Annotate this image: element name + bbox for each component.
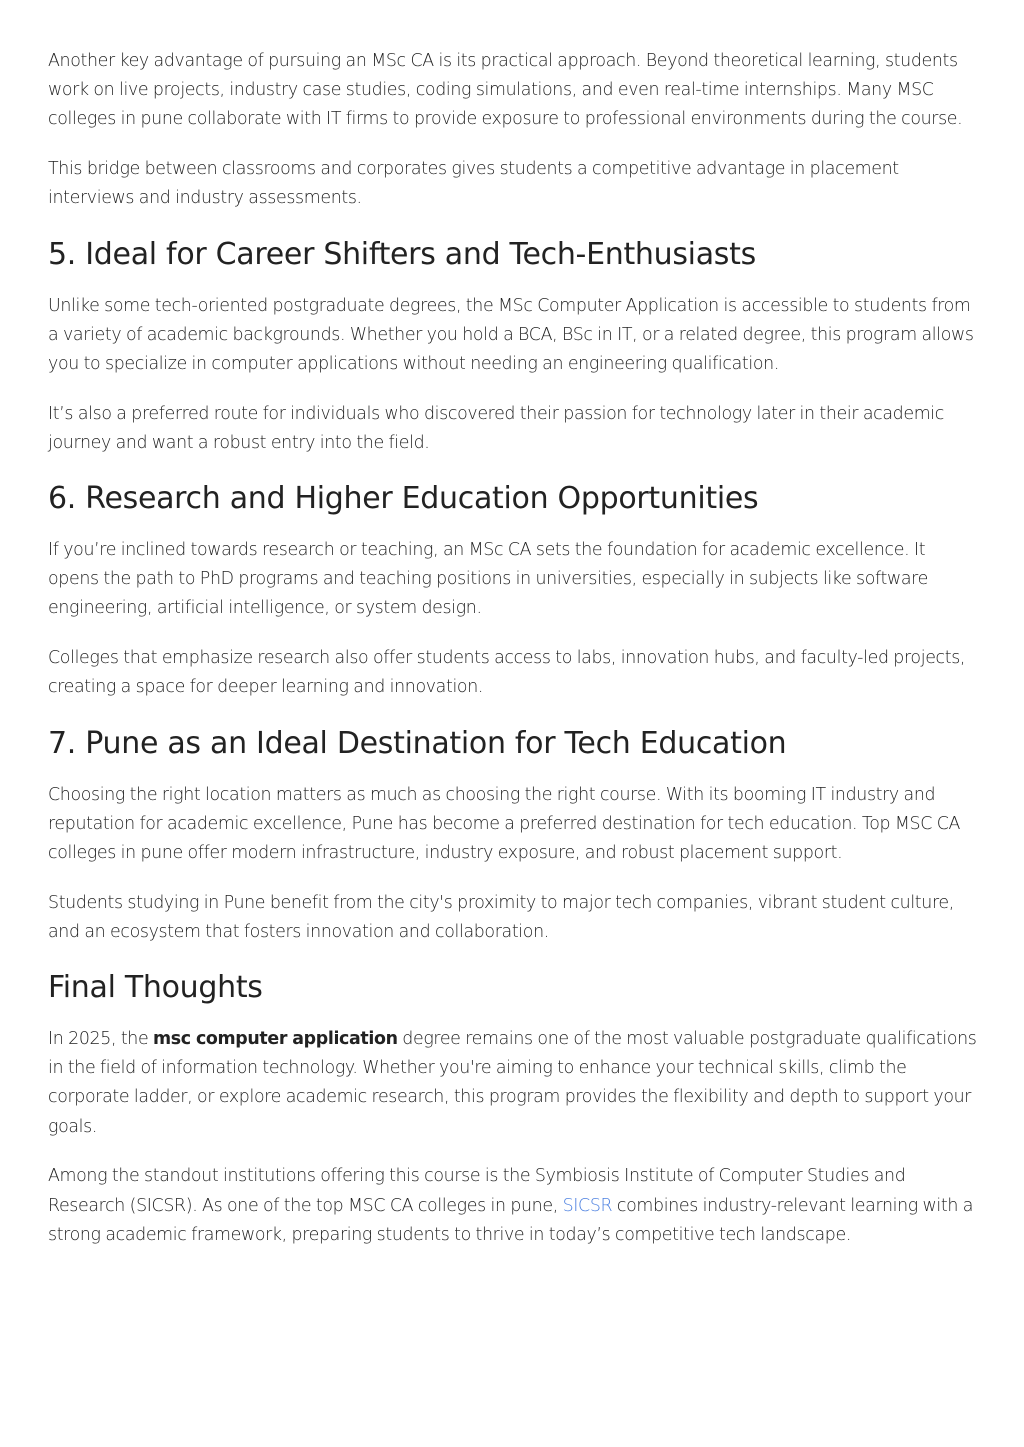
section-6-heading: 6. Research and Higher Education Opportunities bbox=[48, 481, 759, 517]
intro-paragraph-1: Another key advantage of pursuing an MSc CA is its practical approach. Beyond theoretical learning, students work on live projects, industry case studies, coding simulations, and even real-time internships. Many MSC colleges in pune collaborate with IT firms to provide exposure to professional environments during the course. bbox=[48, 51, 963, 130]
section-7-heading: 7. Pune as an Ideal Destination for Tech Education bbox=[48, 725, 787, 761]
final-paragraph-1-rest: degree remains one of the most valuable postgraduate qualifications in the field of information technology. Whether you're aiming to enhance your technical skills, climb the corporate ladder, or explore academic research, this program provides the flexibility and depth to support your goals. bbox=[48, 1029, 977, 1137]
final-paragraph-1-lead: In 2025, the bbox=[48, 1029, 154, 1050]
section-6-paragraph-2: Colleges that emphasize research also offer students access to labs, innovation hubs, and faculty-led projects, creating a space for deeper learning and innovation. bbox=[48, 648, 966, 698]
section-5-heading: 5. Ideal for Career Shifters and Tech-Enthusiasts bbox=[48, 236, 756, 272]
intro-paragraph-2: This bridge between classrooms and corporates gives students a competitive advantage in placement interviews and industry assessments. bbox=[48, 159, 899, 209]
section-6-paragraph-1: If you’re inclined towards research or teaching, an MSc CA sets the foundation for academic excellence. It opens the path to PhD programs and teaching positions in universities, especially in subjects like software engineering, artificial intelligence, or system design. bbox=[48, 540, 928, 619]
sicsr-link[interactable]: SICSR bbox=[562, 1195, 613, 1216]
final-paragraph-2-rest: combines industry-relevant learning with a strong academic framework, preparing students to thrive in today’s competitive tech landscape. bbox=[48, 1195, 974, 1245]
final-thoughts-heading: Final Thoughts bbox=[48, 970, 263, 1006]
section-7-paragraph-2: Students studying in Pune benefit from the city's proximity to major tech companies, vibrant student culture, and an ecosystem that fosters innovation and collaboration. bbox=[48, 892, 954, 942]
final-paragraph-1 bbox=[48, 1025, 978, 1142]
section-7-paragraph-1: Choosing the right location matters as much as choosing the right course. With its booming IT industry and reputation for academic excellence, Pune has become a preferred destination for tech education. Top MSC CA colleges in pune offer modern infrastructure, industry exposure, and robust placement support. bbox=[48, 784, 961, 863]
section-5-paragraph-2: It’s also a preferred route for individuals who discovered their passion for technology later in their academic journey and want a robust entry into the field. bbox=[48, 403, 944, 453]
article-body bbox=[48, 47, 978, 1250]
final-paragraph-2-lead: Among the standout institutions offering this course is the Symbiosis Institute of Computer Studies and Research (SICSR). As one of the top MSC CA colleges in pune, bbox=[48, 1166, 906, 1216]
msc-computer-application-keyword: msc computer application bbox=[153, 1029, 398, 1050]
final-paragraph-2 bbox=[48, 1162, 978, 1250]
section-5-paragraph-1: Unlike some tech-oriented postgraduate degrees, the MSc Computer Application is accessible to students from a variety of academic backgrounds. Whether you hold a BCA, BSc in IT, or a related degree, this program allows you to specialize in computer applications without needing an engineering qualification. bbox=[48, 295, 974, 374]
